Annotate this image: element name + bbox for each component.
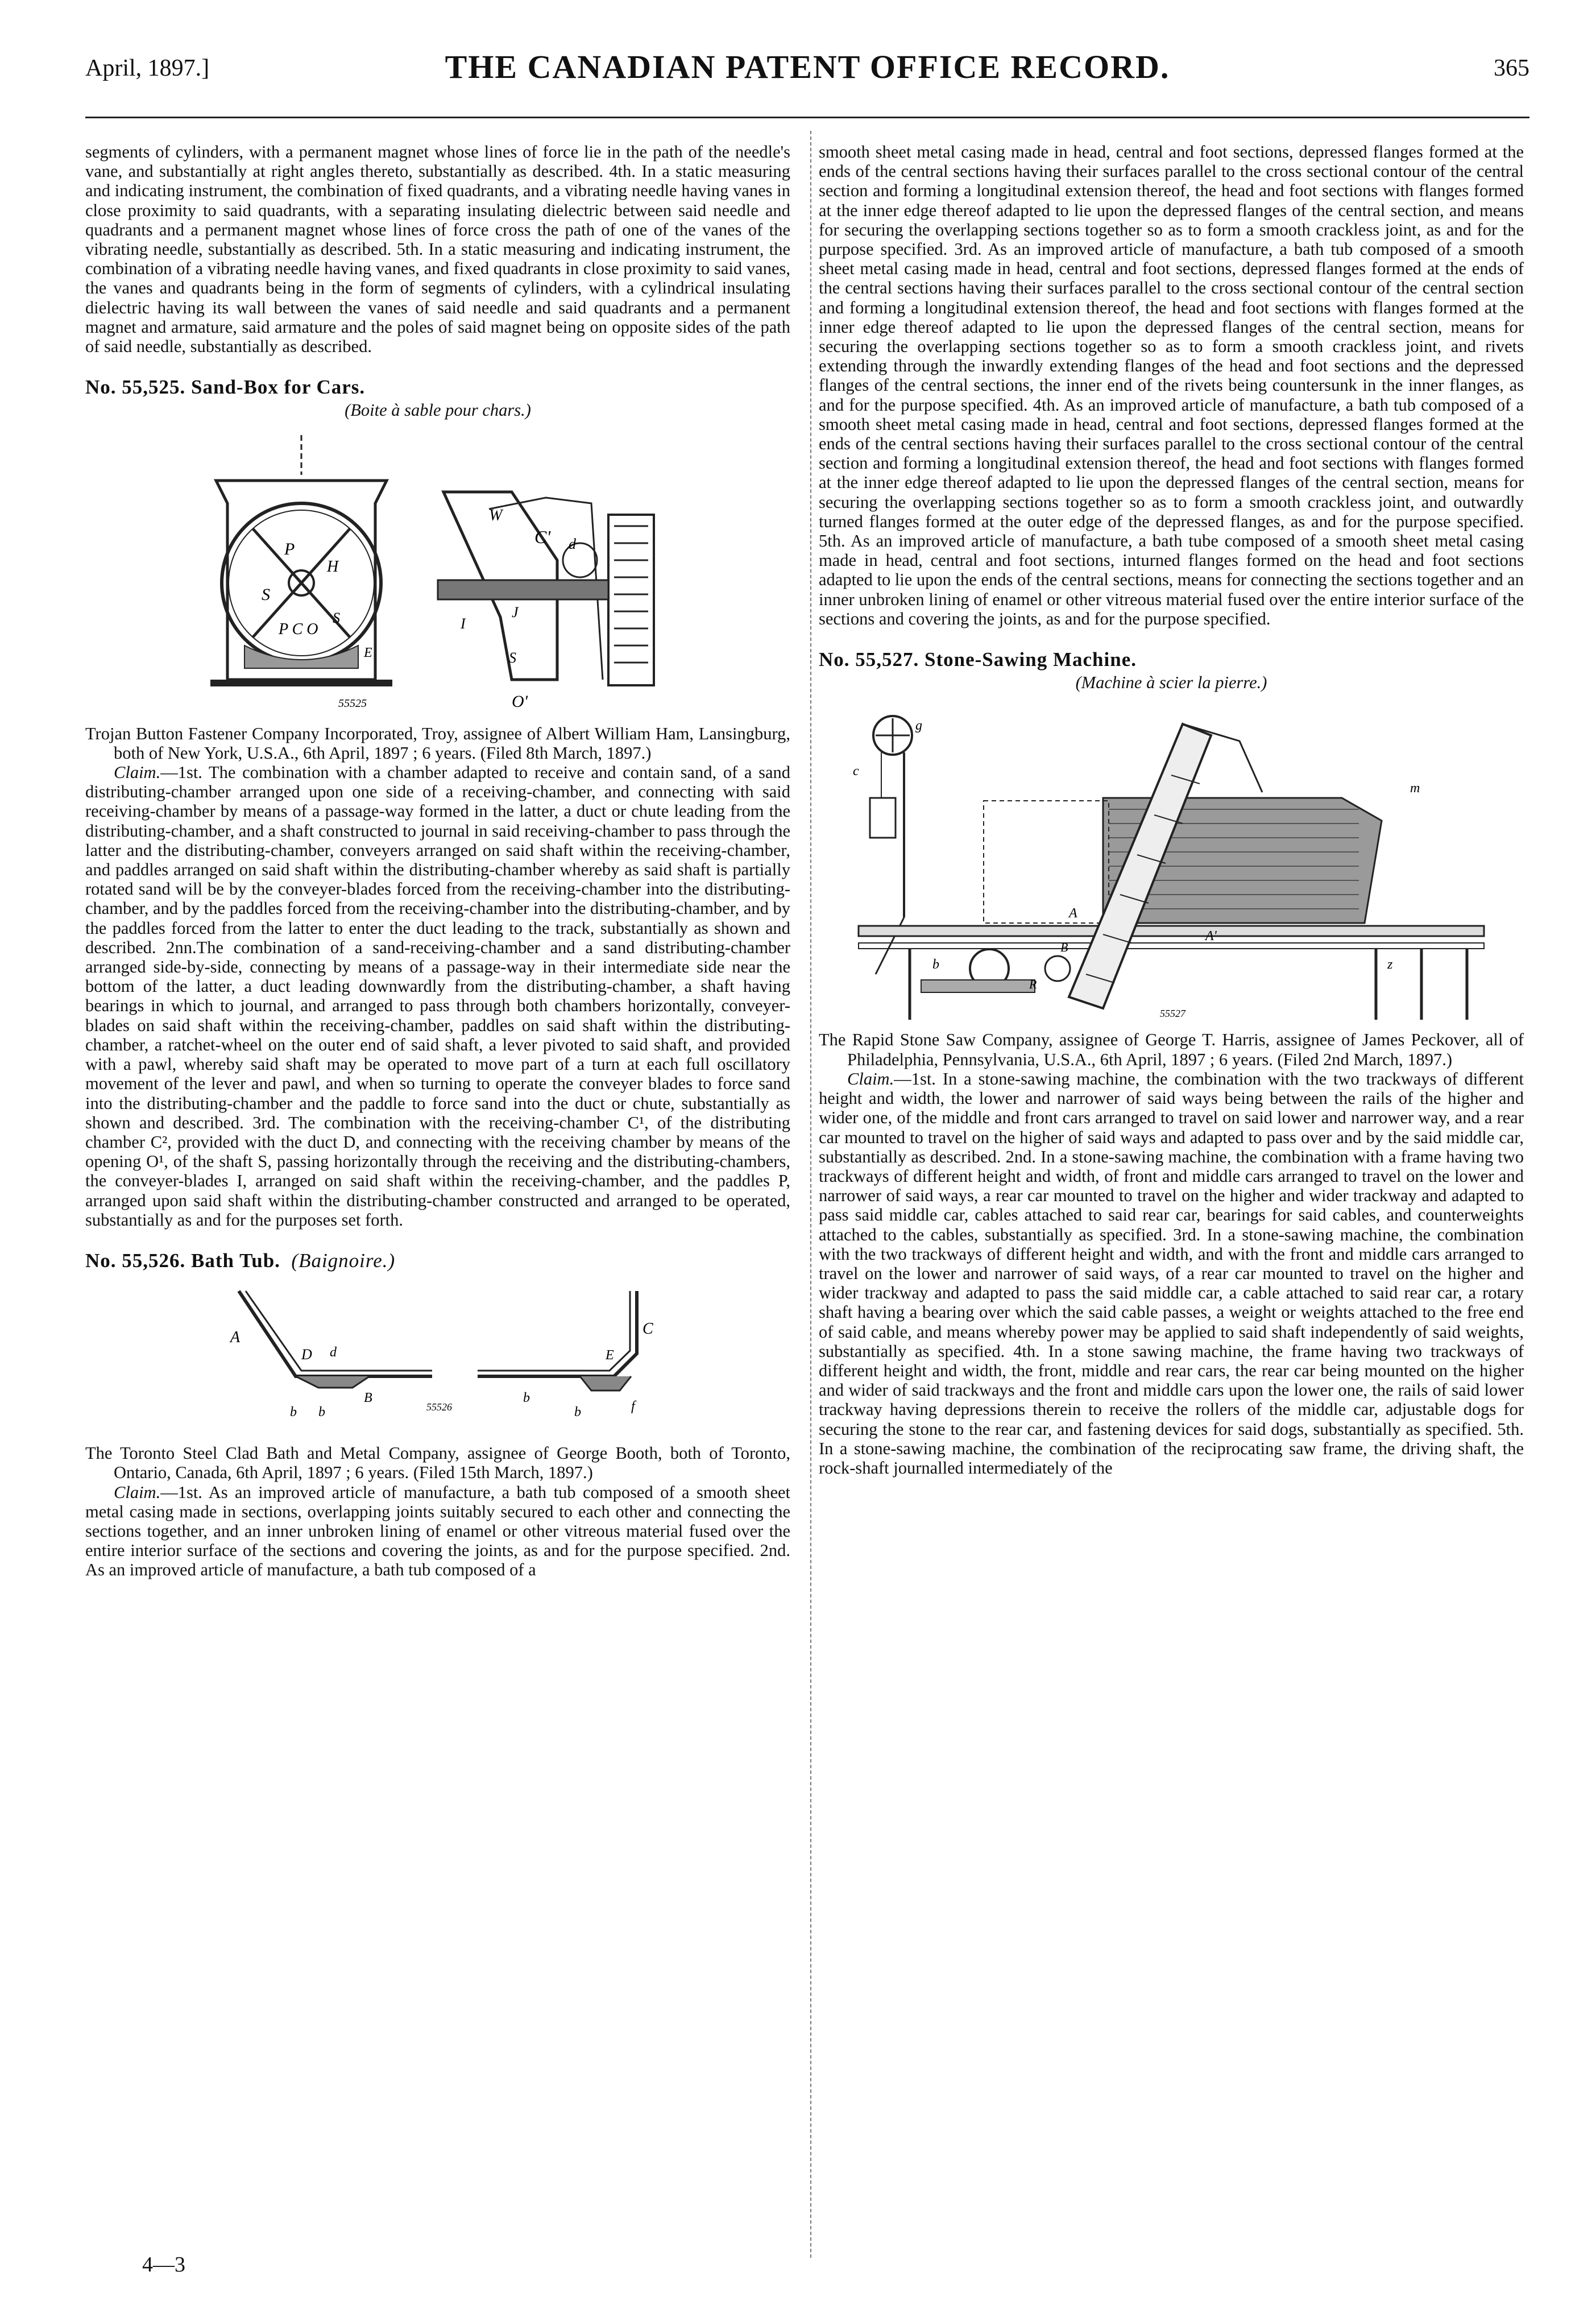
svg-text:S: S [262, 585, 270, 604]
svg-text:A: A [1069, 906, 1077, 921]
bath-tub-figure-number: 55526 [426, 1401, 452, 1413]
svg-text:b: b [932, 957, 939, 973]
patent-subtitle-55526: (Baignoire.) [291, 1249, 396, 1272]
svg-text:P C O: P C O [279, 620, 318, 638]
claim-label-55525: Claim. [114, 763, 161, 783]
bath-tub-figure [182, 1280, 694, 1433]
svg-text:m: m [1410, 781, 1420, 796]
svg-text:b: b [523, 1391, 530, 1406]
left-column [85, 142, 790, 1580]
assignee-55526: The Toronto Steel Clad Bath and Metal Company, assignee of George Booth, both of Toronto, Ontario, Canada, 6th April, 1897 ; 6 years. (Filed 15th March, 1897.) [85, 1443, 790, 1483]
svg-text:R: R [1029, 977, 1037, 992]
svg-text:P: P [284, 539, 295, 558]
claim-label-55526: Claim. [114, 1482, 161, 1502]
claim-55526 [85, 1483, 790, 1580]
svg-text:S: S [333, 609, 340, 626]
svg-text:f: f [631, 1399, 635, 1414]
svg-text:b: b [574, 1405, 581, 1420]
svg-text:S: S [509, 649, 516, 666]
svg-text:B: B [364, 1391, 372, 1406]
svg-text:d: d [569, 535, 576, 552]
svg-text:D: D [301, 1346, 312, 1363]
svg-text:E: E [606, 1348, 614, 1363]
svg-text:z: z [1387, 957, 1393, 973]
svg-text:g: g [915, 718, 922, 734]
continuation-text-left: segments of cylinders, with a permanent magnet whose lines of force lie in the path of the needle's vane, and substantially at right angles thereto, substantially as described. 4th. In a static measuring and indicating instrument, the combination of fixed quadrants, and a vibrating needle having vanes in close proximity to said quadrants, with a separating insulating dielectric between said needle and quadrants and a permanent magnet whose lines of force cross the path of one of the vanes of the vibrating needle, substantially as described. 5th. In a static measuring and indicating instrument, the combination of a vibrating needle having vanes, and fixed quadrants in close proximity to said vanes, the vanes and quadrants being in the form of segments of cylinders, with a cylindrical insulating dielectric having its wall between the vanes of said needle and said quadrants and a permanent magnet and armature, said armature and the poles of said magnet being on opposite sides of the path of said needle, substantially as described. [85, 142, 790, 357]
patent-title-55526: No. 55,526. Bath Tub. [85, 1249, 280, 1272]
svg-text:b: b [290, 1405, 297, 1420]
svg-text:W: W [489, 506, 503, 524]
svg-text:c: c [853, 764, 859, 779]
sand-box-figure [193, 429, 682, 714]
stone-saw-figure-number: 55527 [1160, 1008, 1185, 1020]
svg-text:E: E [364, 645, 372, 660]
signature-mark: 4—3 [142, 2253, 185, 2277]
stone-sawing-machine-figure [841, 701, 1501, 1020]
patent-heading-55525: No. 55,525. Sand-Box for Cars. [85, 376, 366, 399]
column-divider [810, 131, 811, 2258]
svg-text:B: B [1060, 940, 1068, 955]
svg-text:A: A [230, 1329, 241, 1347]
continuation-text-right: smooth sheet metal casing made in head, central and foot sections, depressed flanges formed at the ends of the central sections having their surfaces parallel to the cross sectional contour of the central section and forming a longitudinal extension thereof, the head and foot sections with flanges formed at the inner edge thereof adapted to lie upon the depressed flanges of the central section, and means for securing the overlapping sections together so as to form a smooth crackless joint, as and for the purpose specified. 3rd. As an improved article of manufacture, a bath tub composed of a smooth sheet metal casing made in head, central and foot sections, depressed flanges formed at the ends of the central sections having their surfaces parallel to the cross sectional contour of the central section and forming a longitudinal extension thereof, the head and foot sections with flanges formed at the inner edge thereof adapted to lie upon the depressed flanges of the central section, means for securing the overlapping sections together so as to form a smooth crackless joint, and rivets extending through the inwardly extending flanges of the head and foot sections and the depressed flanges of the central sections, the inner end of the rivets being countersunk in the inner flanges, as and for the purpose specified. 4th. As an improved article of manufacture, a bath tub composed of a smooth sheet metal casing made in head, central and foot sections, depressed flanges formed at the ends of the central sections having their surfaces parallel to the cross sectional contour of the central section and forming a longitudinal extension thereof, the head and foot sections with flanges formed at the inner edge thereof adapted to lie upon the depressed flanges of the central section, means for securing the overlapping sections together so as to form a smooth crackless joint, and outwardly turned flanges formed at the outer edge of the depressed flanges, as and for the purpose specified. 5th. As an improved article of manufacture, a bath tube composed of a smooth sheet metal casing made in head, central and foot sections, inturned flanges formed on the head and foot sections adapted to lie upon the ends of the central sections, means for connecting the sections together and an inner unbroken lining of enamel or other vitreous material fused over the entire interior surface of the sections and covering the joints, as and for the purpose specified. [819, 142, 1524, 628]
header-rule [85, 117, 1529, 118]
assignee-55527: The Rapid Stone Saw Company, assignee of George T. Harris, assignee of James Peckover, all of Philadelphia, Pennsylvania, U.S.A., 6th April, 1897 ; 6 years. (Filed 2nd March, 1897.) [819, 1030, 1524, 1069]
claim-text-55527: —1st. In a stone-sawing machine, the combination with the two trackways of different height and width, the lower and narrower of said ways being between the rails of the higher and wider one, of the middle and front cars arranged to travel on said lower and narrower way, and a rear car mounted to travel on the higher of said ways and adapted to pass over and by the said middle car, substantially as described. 2nd. In a stone-sawing machine, the combination with a frame having two trackways of different height and width, of front and middle cars arranged to travel on the lower and narrower of said ways, a rear car mounted to travel on the higher and wider trackway and adapted to pass said middle car, cables attached to said rear car, bearings for said cables, and counterweights attached to the cables, substantially as specified. 3rd. In a stone-sawing machine, the combination with the two trackways of different height and width, and with the front and middle cars arranged to travel on the lower and narrower of said ways, of a rear car mounted to travel on the higher and wider trackway and adapted to pass the said middle car, a cable attached to said rear car, a rotary shaft having a bearing over which the said cable passes, a weight or weights attached to the free end of said cable, and means whereby power may be applied to said shaft independently of said weights, substantially as specified. 4th. In a stone sawing machine, the frame having two trackways of different height and width, the front, middle and rear cars, the rear car being mounted on the higher and wider of said trackways and the front and middle cars upon the lower one, the rails of said lower trackway having depressions therein to receive the rollers of the middle car, adjustable dogs for securing the stone to the rear car, and fastening devices for said dogs, substantially as specified. 5th. In a stone-sawing machine, the combination of the reciprocating saw frame, the driving shaft, the rock-shaft journalled intermediately of the [819, 1069, 1524, 1478]
svg-text:b: b [318, 1405, 325, 1420]
assignee-55525: Trojan Button Fastener Company Incorporated, Troy, assignee of Albert William Ham, Lansingburg, both of New York, U.S.A., 6th April, 1897 ; 6 years. (Filed 8th March, 1897.) [85, 723, 790, 763]
svg-text:C': C' [534, 526, 551, 547]
sand-box-figure-label: O' [512, 692, 528, 711]
sand-box-figure-number: 55525 [338, 697, 367, 710]
claim-text-55526: —1st. As an improved article of manufacture, a bath tub composed of a smooth sheet metal casing made in sections, overlapping joints suitably secured to each other and connecting the sections together, and an inner unbroken lining of enamel or other vitreous material fused over the entire interior surface of the sections and covering the joints, as and for the purpose specified. 2nd. As an improved article of manufacture, a bath tub composed of a [85, 1482, 790, 1580]
claim-55525 [85, 763, 790, 1230]
patent-subtitle-55527: (Machine à scier la pierre.) [1075, 673, 1267, 693]
svg-text:H: H [327, 557, 339, 576]
page-number: 365 [1494, 55, 1529, 81]
right-column [819, 142, 1524, 1478]
claim-label-55527: Claim. [847, 1069, 894, 1089]
journal-title: THE CANADIAN PATENT OFFICE RECORD. [445, 48, 1170, 85]
patent-heading-55526 [85, 1251, 790, 1271]
svg-text:d: d [330, 1345, 337, 1360]
page-header [85, 48, 1529, 93]
patent-subtitle-55525: (Boite à sable pour chars.) [345, 400, 531, 420]
patent-heading-55527: No. 55,527. Stone-Sawing Machine. [819, 648, 1137, 671]
svg-text:I: I [461, 615, 466, 632]
claim-text-55525: —1st. The combination with a chamber adapted to receive and contain sand, of a sand distributing-chamber arranged upon one side of a receiving-chamber, and connecting with said receiving-chamber by means of a passage-way formed in the latter, a duct or chute leading from the distributing-chamber, and a shaft constructed to journal in said receiving-chamber to pass through the latter and the distributing-chamber, conveyers arranged on said shaft within the receiving-chamber, and paddles arranged on said shaft within the distributing-chamber whereby as said shaft is partially rotated sand will be by the conveyer-blades forced from the receiving-chamber into the distributing-chamber, and by the paddles forced from the receiving-chamber into the distributing-chamber, and by the paddles forced from the latter to enter the duct leading to the track, substantially as shown and described. 2nn.The combination of a sand-receiving-chamber and a sand distributing-chamber arranged side-by-side, connecting by means of a passage-way in their intermediate side near the bottom of the latter, a duct leading downwardly from the distributing-chamber, a shaft having bearings in which to journal, and arranged to pass through both chambers horizontally, conveyer-blades on said shaft within the receiving-chamber, paddles on said shaft within the distributing-chamber, a ratchet-wheel on the outer end of said shaft, a lever pivoted to said shaft, and provided with a pawl, whereby said shaft may be operated to move part of a turn at each full oscillatory movement of the lever and pawl, and when so turning to operate the conveyer blades to force sand into the distributing-chamber and the paddle to force sand into the duct or chute, substantially as shown and described. 3rd. The combination with the receiving-chamber C¹, of the distributing chamber C², provided with the duct D, and connecting with the receiving chamber by means of the opening O¹, of the shaft S, passing horizontally through the receiving and the distributing-chambers, the conveyer-blades I, arranged on said shaft within the receiving-chamber, and the paddles P, arranged upon said shaft within the distributing-chamber constructed and arranged to be operated, substantially as and for the purposes set forth. [85, 763, 790, 1230]
svg-text:C: C [642, 1320, 653, 1338]
svg-text:A': A' [1205, 929, 1217, 944]
svg-text:J: J [512, 603, 519, 620]
claim-55527 [819, 1069, 1524, 1478]
header-date: April, 1897.] [85, 55, 210, 81]
